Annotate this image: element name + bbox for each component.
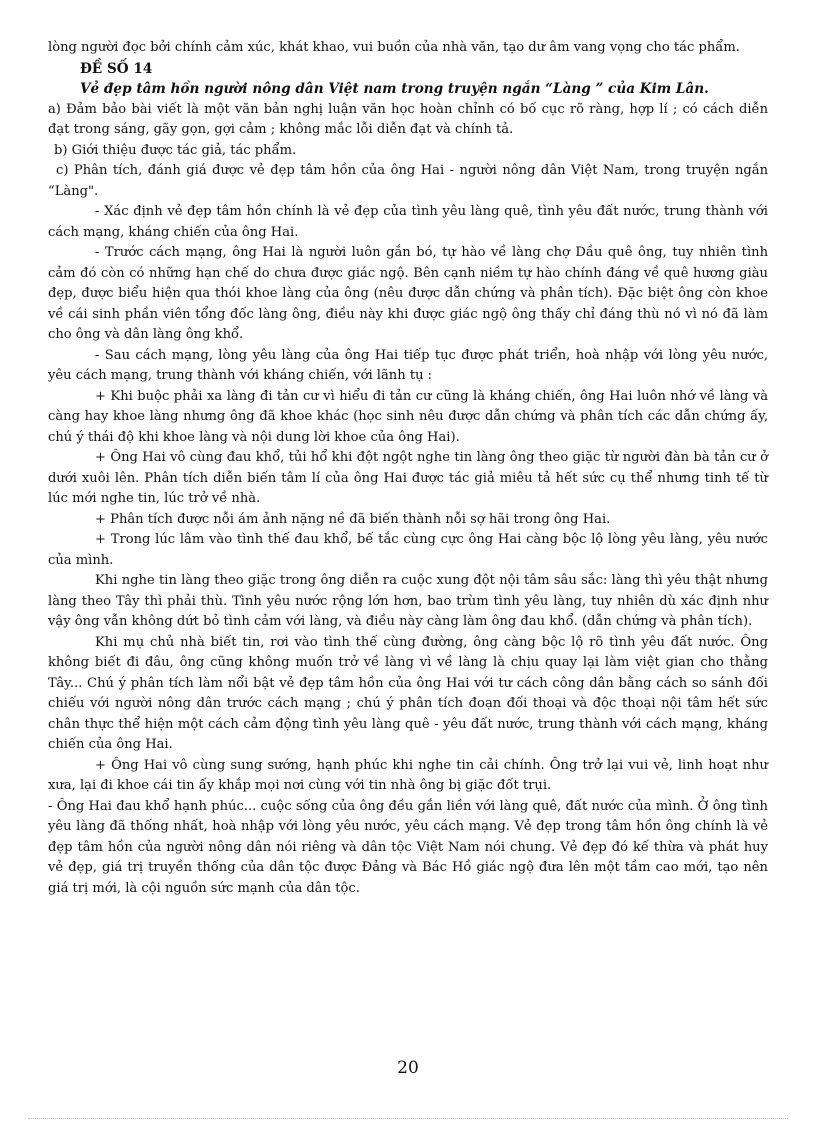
essay-title: Vẻ đẹp tâm hồn người nông dân Việt nam trong truyện ngắn “Làng ” của Kim Lân. [80, 81, 709, 97]
paragraph-body: + Khi buộc phải xa làng đi tản cư vì hiểu đi tản cư cũng là kháng chiến, ông Hai luôn nhớ về làng và càng hay khoe làng nhưng ông đã khoe khác (học sinh nêu được dẫn chứng và phân tích các dẫn chứng ấy, chú ý thái độ khi khoe làng và nội dung lời khoe của ông Hai). [48, 388, 768, 445]
paragraph-conclusion: - Ông Hai đau khổ hạnh phúc... cuộc sống của ông đều gắn liền với làng quê, đất nước của mình. Ở ông tình yêu làng đã thống nhất, hoà nhập với lòng yêu nước, yêu cách mạng. Vẻ đẹp trong tâm hồn ông chính là vẻ đẹp tâm hồn của người nông dân nói riêng và dân tộc Việt Nam nói chung. Vẻ đẹp đó kế thừa và phát huy vẻ đẹp, giá trị truyền thống của dân tộc được Đảng và Bác Hồ giác ngộ đưa lên một tầm cao mới, tạo nên giá trị mới, là cội nguồn sức mạnh của dân tộc. [48, 798, 768, 896]
paragraph-b: b) Giới thiệu được tác giả, tác phẩm. [54, 142, 297, 158]
paragraph-c: c) Phân tích, đánh giá được vẻ đẹp tâm hồn của ông Hai - người nông dân Việt Nam, trong truyện ngắn “Làng". [48, 163, 768, 199]
paragraph-body: Khi mụ chủ nhà biết tin, rơi vào tình thế cùng đường, ông càng bộc lộ rõ tình yêu đất nước. Ông không biết đi đâu, ông cũng không muốn trở về làng vì về làng là chịu quay lại làm việt gian cho thằng Tây... Chú ý phân tích làm nổi bật vẻ đẹp tâm hồn của ông Hai với tư cách công dân bằng cách so sánh đối chiếu với người nông dân trước cách mạng ; chú ý phân tích đoạn đối thoại và độc thoại nội tâm hết sức chân thực thể hiện một cách cảm động tình yêu làng quê - yêu đất nước, trung thành với cách mạng, kháng chiến của ông Hai. [48, 634, 768, 752]
document-page [48, 38, 768, 899]
paragraph-body: + Ông Hai vô cùng đau khổ, tủi hổ khi đột ngột nghe tin làng ông theo giặc từ người đàn bà tản cư ở dưới xuôi lên. Phân tích diễn biến tâm lí của ông Hai được tác giả miêu tả hết sức cụ thể nhưng tinh tế từ lúc mới nghe tin, lúc trở về nhà. [48, 450, 768, 506]
paragraph-body: - Xác định vẻ đẹp tâm hồn chính là vẻ đẹp của tình yêu làng quê, tình yêu đất nước, trung thành với cách mạng, kháng chiến của ông Hai. [48, 204, 768, 240]
paragraph-body: Khi nghe tin làng theo giặc trong ông diễn ra cuộc xung đột nội tâm sâu sắc: làng thì yêu thật nhưng làng theo Tây thì phải thù. Tình yêu nước rộng lớn hơn, bao trùm tình yêu làng, tuy nhiên dù xác định như vậy ông vẫn không dứt bỏ tình cảm với làng, và điều này càng làm ông đau khổ. (dẫn chứng và phân tích). [48, 573, 768, 629]
paragraph-continuation: lòng người đọc bởi chính cảm xúc, khát khao, vui buồn của nhà văn, tạo dư âm vang vọng cho tác phẩm. [48, 40, 740, 55]
paragraph-a: a) Đảm bảo bài viết là một văn bản nghị luận văn học hoàn chỉnh có bố cục rõ ràng, hợp lí ; có cách diễn đạt trong sáng, gãy gọn, gợi cảm ; không mắc lỗi diễn đạt và chính tả. [48, 101, 768, 137]
paragraph-body: - Trước cách mạng, ông Hai là người luôn gắn bó, tự hào về làng chợ Dầu quê ông, tuy nhiên tình cảm đó còn có những hạn chế do chưa được giác ngộ. Bên cạnh niềm tự hào chính đáng về quê hương giàu đẹp, được biểu hiện qua thói khoe làng của ông (nêu được dẫn chứng và phân tích). Đặc biệt ông còn khoe về cái sinh phần viên tổng đốc làng ông, điều này khi được giác ngộ ông thấy chỉ đáng thù nó vì nó đã làm cho ông và dân làng ông khổ. [48, 245, 768, 342]
page-bottom-rule [28, 1118, 788, 1119]
paragraph-body: + Trong lúc lâm vào tình thế đau khổ, bế tắc cùng cực ông Hai càng bộc lộ lòng yêu làng, yêu nước của mình. [48, 532, 768, 568]
paragraph-body: - Sau cách mạng, lòng yêu làng của ông Hai tiếp tục được phát triển, hoà nhập với lòng yêu nước, yêu cách mạng, trung thành với kháng chiến, với lãnh tụ : [48, 347, 768, 383]
page-number: 20 [397, 1058, 419, 1078]
section-heading: ĐỀ SỐ 14 [80, 60, 153, 77]
paragraph-body: + Ông Hai vô cùng sung sướng, hạnh phúc khi nghe tin cải chính. Ông trở lại vui vẻ, linh hoạt như xưa, lại đi khoe cái tin ấy khắp mọi nơi cùng với tin nhà ông bị giặc đốt trụi. [48, 757, 768, 793]
paragraph-body: + Phân tích được nỗi ám ảnh nặng nề đã biến thành nỗi sợ hãi trong ông Hai. [95, 511, 611, 527]
